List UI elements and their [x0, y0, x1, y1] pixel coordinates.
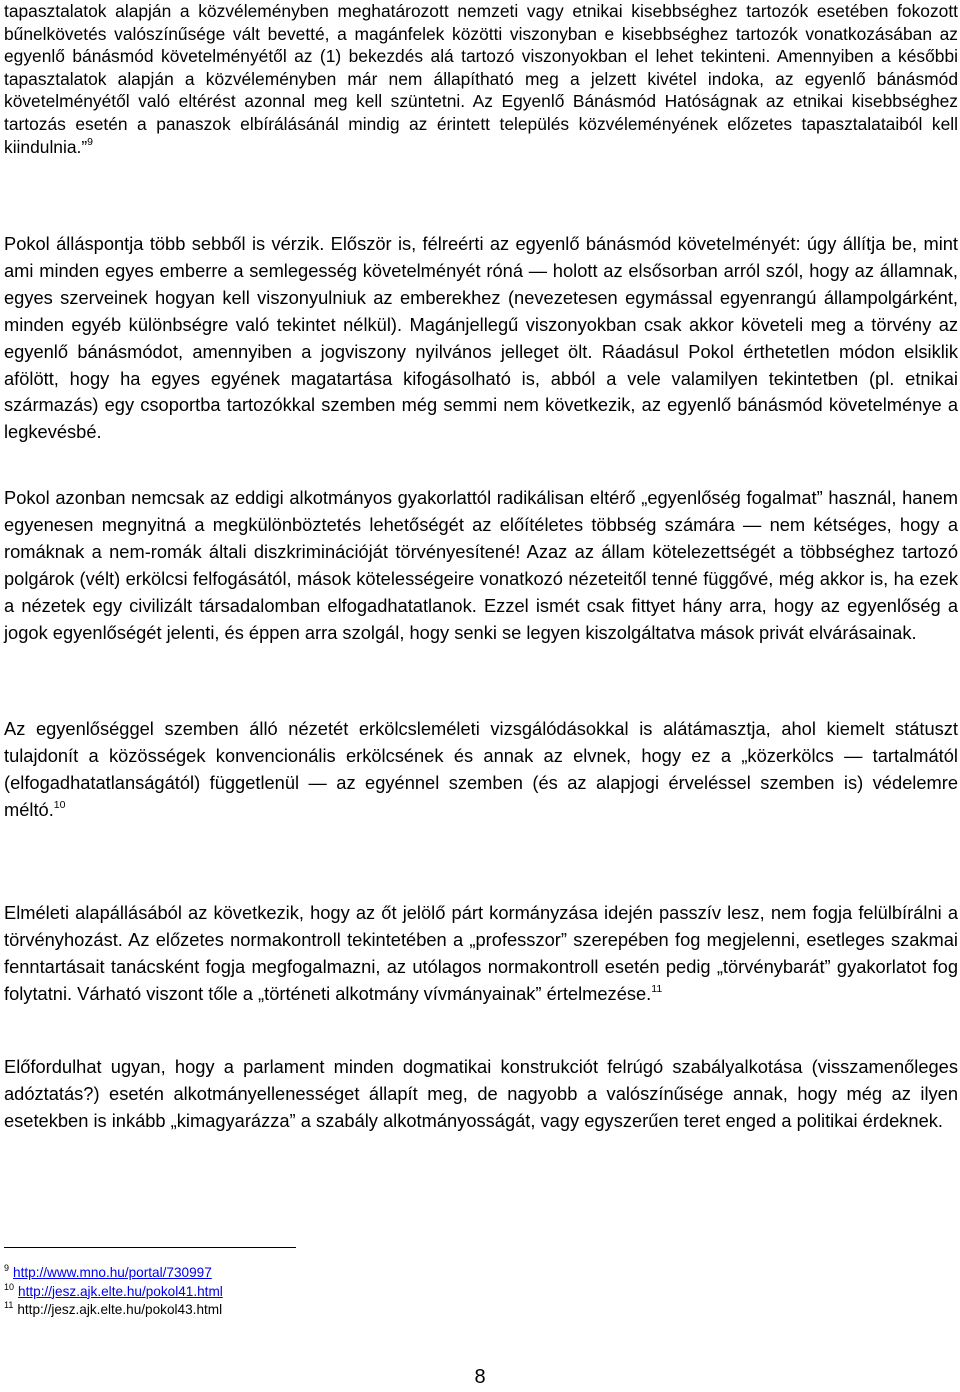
footnote-11 [4, 1301, 223, 1320]
footnote-number: 10 [4, 1281, 15, 1292]
paragraph-moral-theory [4, 716, 958, 824]
paragraph-text: Pokol álláspontja több sebből is vérzik. Először is, félreérti az egyenlő bánásmód követelményét: úgy állítja be, mint ami minden egyes emberre a semlegesség követelményét róná — holott az elsősorban arról szól, hogy az államnak, egyes szerveinek hogyan kell viszonyulniuk az emberekhez (nevezetesen egymással egyenrangú állampolgárként, minden egyéb különbségre való tekintet nélkül). Magánjellegű viszonyokban csak akkor követeli meg a törvény az egyenlő bánásmódot, amennyiben a jogviszony nyilvános jelleget ölt. Ráadásul Pokol érthetetlen módon elsiklik afölött, hogy ha egyes egyének magatartása kifogásolható is, abból a vele valamilyen tekintetben (pl. etnikai származás) egy csoportba tartozókkal szemben még semmi nem következik, az egyenlő bánásmód követelménye a legkevésbé. [4, 233, 958, 443]
paragraph-text: tapasztalatok alapján a közvéleményben meghatározott nemzeti vagy etnikai kisebbséghez tartozók esetében fokozott bűnelkövetés valószínűsége vált bevetté, a magánfelek közötti viszonyban e kisebbséghez tartozók vonatkozásában az egyenlő bánásmód követelményétől az (1) bekezdés alá tartozó viszonyokban el lehet tekinteni. Amennyiben a későbbi tapasztalatok alapján a közvéleményben már nem állapítható meg a jelzett kivétel indoka, az egyenlő bánásmód követelményétől való eltérést azonnal meg kell szüntetni. Az Egyenlő Bánásmód Hatóságnak az etnikai kisebbséghez tartozás esetén a panaszok elbírálásánál mindig az érintett település közvéleményének előzetes tapasztalataiból kell kiindulnia.” [4, 1, 958, 157]
footnote-ref-9: 9 [87, 135, 93, 148]
paragraph-equality-concept [4, 485, 958, 646]
paragraph-expectations [4, 900, 958, 1008]
paragraph-critique [4, 231, 958, 446]
paragraph-possibility [4, 1054, 958, 1135]
paragraph-text: Pokol azonban nemcsak az eddigi alkotmányos gyakorlattól radikálisan eltérő „egyenlőség fogalmat” használ, hanem egyenesen megnyitná a megkülönböztetés lehetőségét az előítéletes többség számára — nem kétséges, hogy a romáknak a nem-romák általi diszkriminációját törvényesítené! Azaz az állam kötelezettségét a többséghez tartozó polgárok (vélt) erkölcsi felfogásától, mások kötelességeire vonatkozó nézeteitől tenné függővé, még akkor is, ha ezek a nézetek egy civilizált társadalomban elfogadhatatlanok. Ezzel ismét csak fittyet hány arra, hogy az egyenlőség a jogok egyenlőségét jelenti, és éppen arra szolgál, hogy senki se legyen kiszolgáltatva mások privát elvárásainak. [4, 487, 958, 643]
footnote-number: 11 [4, 1300, 14, 1310]
footnote-link[interactable]: http://jesz.ajk.elte.hu/pokol41.html [18, 1283, 223, 1299]
footnote-text: http://jesz.ajk.elte.hu/pokol43.html [17, 1302, 223, 1317]
paragraph-text: Előfordulhat ugyan, hogy a parlament minden dogmatikai konstrukciót felrúgó szabályalkotása (visszamenőleges adóztatás?) esetén alkotmányellenességet állapít meg, de nagyobb a valószínűsége annak, hogy még az ilyen esetekben is inkább „kimagyarázza” a szabály alkotmányosságát, vagy egyszerűen teret enged a politikai érdeknek. [4, 1056, 958, 1131]
paragraph-text: Elméleti alapállásából az következik, hogy az őt jelölő párt kormányzása idején passzív lesz, nem fogja felülbírálni a törvényhozást. Az előzetes normakontroll tekintetében a „professzor” szerepében fog megjelenni, esetleges szakmai fenntartásait tanácsként fogja megfogalmazni, az utólagos normakontroll esetén pedig „törvénybarát” gyakorlatot fog folytatni. Várható viszont tőle a „történeti alkotmány vívmányainak” értelmezése. [4, 902, 958, 1004]
footnote-link[interactable]: http://www.mno.hu/portal/730997 [13, 1265, 212, 1280]
paragraph-text: Az egyenlőséggel szemben álló nézetét erkölcsleméleti vizsgálódásokkal is alátámasztja, ahol kiemelt státuszt tulajdonít a közösségek konvencionális erkölcsének és annak az elvnek, hogy ez a „közerkölcs — tartalmától (elfogadhatatlanságától) függetlenül — az egyénnel szemben (és az alapjogi érveléssel szemben is) védelemre méltó. [4, 718, 958, 820]
footnote-10 [4, 1283, 223, 1302]
footnote-divider [4, 1247, 296, 1248]
footnote-number: 9 [4, 1263, 10, 1273]
footnotes [4, 1264, 223, 1320]
footnote-9 [4, 1264, 223, 1283]
footnote-ref-11: 11 [651, 982, 663, 995]
paragraph-quote-continuation [4, 0, 958, 158]
page-number: 8 [474, 1366, 486, 1388]
footnote-ref-10: 10 [53, 798, 66, 811]
